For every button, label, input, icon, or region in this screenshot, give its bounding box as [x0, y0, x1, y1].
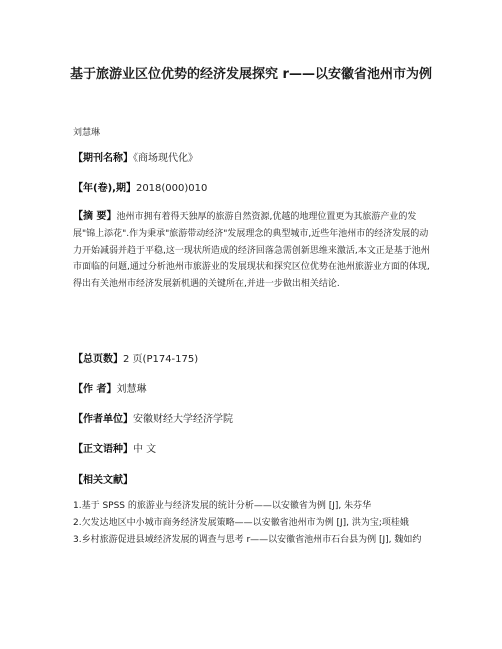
author-label: 【作 者】 — [73, 384, 117, 395]
abstract-text: 池州市拥有着得天独厚的旅游自然资源,优越的地理位置更为其旅游产业的发展"锦上添花".作为秉承"旅游带动经济"发展理念的典型城市,近些年池州市的经济发展的动力开始减弱并趋于平稳,这一现状所造成的经济回落急需创新思维来激活,本文正是基于池州市面临的问题,通过分析池州市旅游业的发展现状和探究区位优势在池州旅游业方面的体现,得出有关池州市经济发展新机遇的关键所在,并进一步做出相关结论. — [73, 212, 430, 290]
unit-row — [73, 411, 233, 429]
reference-item[interactable]: 1.基于 SPSS 的旅游业与经济发展的统计分析——以安徽省为例 [J], 朱芬华 — [73, 501, 372, 511]
abstract — [73, 209, 433, 293]
abstract-label: 【摘 要】 — [73, 211, 117, 222]
reference-item[interactable]: 3.乡村旅游促进县域经济发展的调查与思考 r——以安徽省池州市石台县为例 [J], 魏如约 — [73, 535, 422, 545]
article-title: 基于旅游业区位优势的经济发展探究 r——以安徽省池州市为例 — [70, 67, 432, 82]
year-value: 2018(000)010 — [135, 183, 208, 194]
language-value: 中 文 — [133, 444, 157, 455]
pages-label: 【总页数】 — [73, 354, 123, 365]
year-row — [73, 180, 207, 198]
reference-item[interactable]: 2.欠发达地区中小城市商务经济发展策略——以安徽省池州市为例 [J], 洪为宝;项桂娥 — [73, 518, 409, 528]
unit-label: 【作者单位】 — [73, 414, 133, 425]
journal-label: 【期刊名称】 — [73, 153, 133, 164]
language-row — [73, 441, 156, 459]
language-label: 【正文语种】 — [73, 444, 133, 455]
reference-list — [73, 498, 435, 549]
related-refs-heading: 【相关文献】 — [73, 475, 133, 486]
author-value: 刘慧琳 — [116, 384, 147, 395]
pages-row — [73, 351, 198, 369]
pages-value: 2 页(P174-175) — [123, 354, 199, 365]
author-row — [73, 381, 146, 399]
unit-value: 安徽财经大学经济学院 — [133, 414, 233, 425]
journal-value: 《商场现代化》 — [133, 153, 198, 164]
author-name: 刘慧琳 — [73, 128, 101, 138]
journal-row — [73, 150, 198, 168]
year-label: 【年(卷),期】 — [73, 183, 136, 194]
